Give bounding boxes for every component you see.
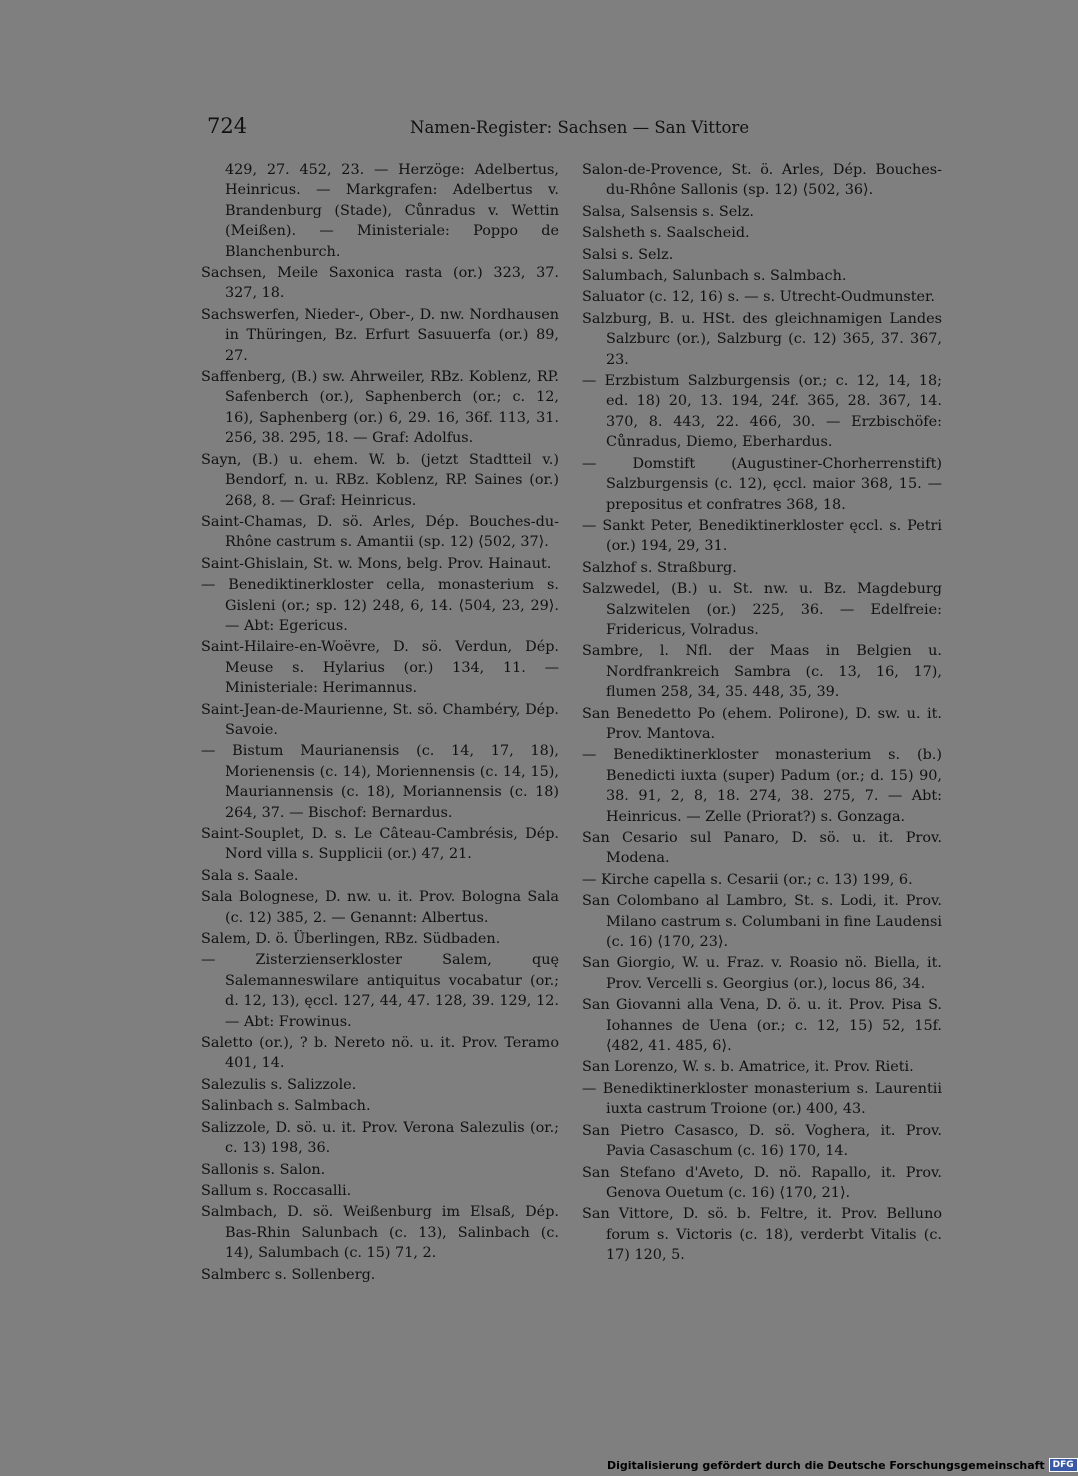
register-entry: Salon-de-Provence, St. ö. Arles, Dép. Bouches-du-Rhône Sallonis (sp. 12) ⟨502, 36⟩.	[582, 162, 942, 199]
funding-text: Digitalisierung gefördert durch die Deutsche Forschungsgemeinschaft	[607, 1458, 1045, 1472]
right-column	[582, 160, 942, 1267]
register-entry: Sambre, l. Nfl. der Maas in Belgien u. Nordfrankreich Sambra (c. 13, 16, 17), flumen 258, 34, 35. 448, 35, 39.	[582, 643, 942, 701]
register-entry: Salsheth s. Saalscheid.	[582, 225, 750, 242]
register-entry: — Zisterzienserkloster Salem, quę Salemanneswilare antiquitus vocabatur (or.; d. 12, 13), ęccl. 127, 44, 47. 128, 39. 129, 12. — Abt: Frowinus.	[201, 952, 559, 1030]
register-entry: San Cesario sul Panaro, D. sö. u. it. Prov. Modena.	[582, 830, 942, 867]
register-entry: Sala s. Saale.	[201, 867, 299, 884]
register-entry: San Stefano d'Aveto, D. nö. Rapallo, it. Prov. Genova Ouetum (c. 16) ⟨170, 21⟩.	[582, 1164, 942, 1201]
register-entry: San Colombano al Lambro, St. s. Lodi, it. Prov. Milano castrum s. Columbani in fine Laudensi (c. 16) ⟨170, 23⟩.	[582, 893, 942, 951]
register-entry: Salzburg, B. u. HSt. des gleichnamigen Landes Salzburc (or.), Salzburg (c. 12) 365, 37. 367, 23.	[582, 310, 942, 368]
dfg-logo-icon: DFG	[1049, 1458, 1078, 1472]
register-entry: Saint-Jean-de-Maurienne, St. sö. Chambéry, Dép. Savoie.	[201, 701, 559, 738]
register-entry: Sachswerfen, Nieder-, Ober-, D. nw. Nordhausen in Thüringen, Bz. Erfurt Sasuuerfa (or.) 89, 27.	[201, 306, 559, 364]
register-entry: San Benedetto Po (ehem. Polirone), D. sw. u. it. Prov. Mantova.	[582, 705, 942, 742]
register-entry: San Vittore, D. sö. b. Feltre, it. Prov. Belluno forum s. Victoris (c. 18), verderbt Vitalis (c. 17) 120, 5.	[582, 1206, 942, 1264]
register-entry: Saluator (c. 12, 16) s. — s. Utrecht-Oudmunster.	[582, 289, 935, 306]
register-entry: San Pietro Casasco, D. sö. Voghera, it. Prov. Pavia Casaschum (c. 16) 170, 14.	[582, 1122, 942, 1160]
register-entry: Salumbach, Salunbach s. Salmbach.	[582, 268, 847, 285]
page-number: 724	[207, 114, 248, 138]
funding-footer	[607, 1458, 1078, 1472]
register-entry: Sayn, (B.) u. ehem. W. b. (jetzt Stadtteil v.) Bendorf, n. u. RBz. Koblenz, RP. Saines (or.) 268, 8. — Graf: Heinricus.	[201, 451, 559, 509]
register-entry: Salsa, Salsensis s. Selz.	[582, 203, 754, 220]
register-entry: Saffenberg, (B.) sw. Ahrweiler, RBz. Koblenz, RP. Safenberch (or.), Saphenberch (or.; c. 12, 16), Saphenberg (or.) 6, 29. 16, 36f. 113, 31. 256, 38. 295, 18. — Graf: Adolfus.	[201, 369, 559, 447]
register-entry: Salzwedel, (B.) u. St. nw. u. Bz. Magdeburg Salzwitelen (or.) 225, 36. — Edelfreie: Fridericus, Volradus.	[582, 581, 942, 638]
register-entry: — Bistum Maurianensis (c. 14, 17, 18), Morienensis (c. 14), Moriennensis (c. 14, 15), Mauriannensis (c. 18), Moriannensis (c. 18) 264, 37. — Bischof: Bernardus.	[201, 743, 559, 821]
register-entry: Saint-Chamas, D. sö. Arles, Dép. Bouches-du-Rhône castrum s. Amantii (sp. 12) ⟨502, 37⟩.	[201, 513, 559, 551]
register-entry: — Kirche capella s. Cesarii (or.; c. 13) 199, 6.	[582, 871, 913, 888]
register-entry: Saint-Hilaire-en-Woëvre, D. sö. Verdun, Dép. Meuse s. Hylarius (or.) 134, 11. — Ministeriale: Herimannus.	[201, 639, 559, 697]
register-entry: Salmbach, D. sö. Weißenburg im Elsaß, Dép. Bas-Rhin Salunbach (c. 13), Salinbach (c. 14), Salumbach (c. 15) 71, 2.	[201, 1204, 559, 1262]
register-entry: Salsi s. Selz.	[582, 246, 674, 263]
register-entry: Saint-Ghislain, St. w. Mons, belg. Prov. Hainaut.	[201, 555, 552, 572]
register-entry: — Sankt Peter, Benediktinerkloster ęccl. s. Petri (or.) 194, 29, 31.	[582, 517, 942, 555]
register-entry: San Giovanni alla Vena, D. ö. u. it. Prov. Pisa S. Iohannes de Uena (or.; c. 12, 15) 52, 15f. ⟨482, 41. 485, 6⟩.	[582, 997, 942, 1055]
register-entry: Salezulis s. Salizzole.	[201, 1076, 357, 1093]
register-entry: — Erzbistum Salzburgensis (or.; c. 12, 14, 18; ed. 18) 20, 13. 194, 24f. 365, 28. 367, 14. 370, 8. 443, 22. 466, 30. — Erzbischöfe: Cůnradus, Diemo, Eberhardus.	[582, 373, 942, 451]
register-entry: Saint-Souplet, D. s. Le Câteau-Cambrésis, Dép. Nord villa s. Supplicii (or.) 47, 21.	[201, 826, 559, 863]
running-title: Namen-Register: Sachsen — San Vittore	[410, 118, 750, 137]
register-entry: Salinbach s. Salmbach.	[201, 1098, 371, 1115]
register-entry: San Giorgio, W. u. Fraz. v. Roasio nö. Biella, it. Prov. Vercelli s. Georgius (or.), locus 86, 34.	[582, 955, 942, 992]
register-entry: Sala Bolognese, D. nw. u. it. Prov. Bologna Sala (c. 12) 385, 2. — Genannt: Albertus.	[201, 889, 559, 926]
left-column	[201, 160, 559, 1286]
register-entry: Sachsen, Meile Saxonica rasta (or.) 323, 37. 327, 18.	[201, 265, 559, 302]
register-entry: Sallum s. Roccasalli.	[201, 1182, 352, 1199]
register-entry: — Benediktinerkloster monasterium s. Laurentii iuxta castrum Troione (or.) 400, 43.	[582, 1080, 942, 1118]
register-entry: Saletto (or.), ? b. Nereto nö. u. it. Prov. Teramo 401, 14.	[201, 1035, 559, 1072]
register-entry: — Benediktinerkloster monasterium s. (b.) Benedicti iuxta (super) Padum (or.; d. 15) 90, 38. 91, 2, 8, 18. 274, 38. 275, 7. — Abt: Heinricus. — Zelle (Priorat?) s. Gonzaga.	[582, 747, 942, 825]
register-entry: Salem, D. ö. Überlingen, RBz. Südbaden.	[201, 931, 501, 948]
register-entry: — Domstift (Augustiner-Chorherrenstift) Salzburgensis (c. 12), ęccl. maior 368, 15. — prepositus et confratres 368, 18.	[582, 455, 942, 513]
register-entry: Salizzole, D. sö. u. it. Prov. Verona Salezulis (or.; c. 13) 198, 36.	[201, 1119, 559, 1157]
register-entry: Salmberc s. Sollenberg.	[201, 1266, 376, 1283]
register-entry: San Lorenzo, W. s. b. Amatrice, it. Prov. Rieti.	[582, 1059, 914, 1076]
register-entry: — Benediktinerkloster cella, monasterium s. Gisleni (or.; sp. 12) 248, 6, 14. ⟨504, 23, 29⟩. — Abt: Egericus.	[201, 577, 559, 634]
register-entry: Sallonis s. Salon.	[201, 1161, 326, 1178]
register-entry: Salzhof s. Straßburg.	[582, 559, 737, 576]
register-entry: 429, 27. 452, 23. — Herzöge: Adelbertus, Heinricus. — Markgrafen: Adelbertus v. Brandenburg (Stade), Cůnradus v. Wettin (Meißen). — Ministeriale: Poppo de Blanchenburch.	[225, 162, 559, 260]
